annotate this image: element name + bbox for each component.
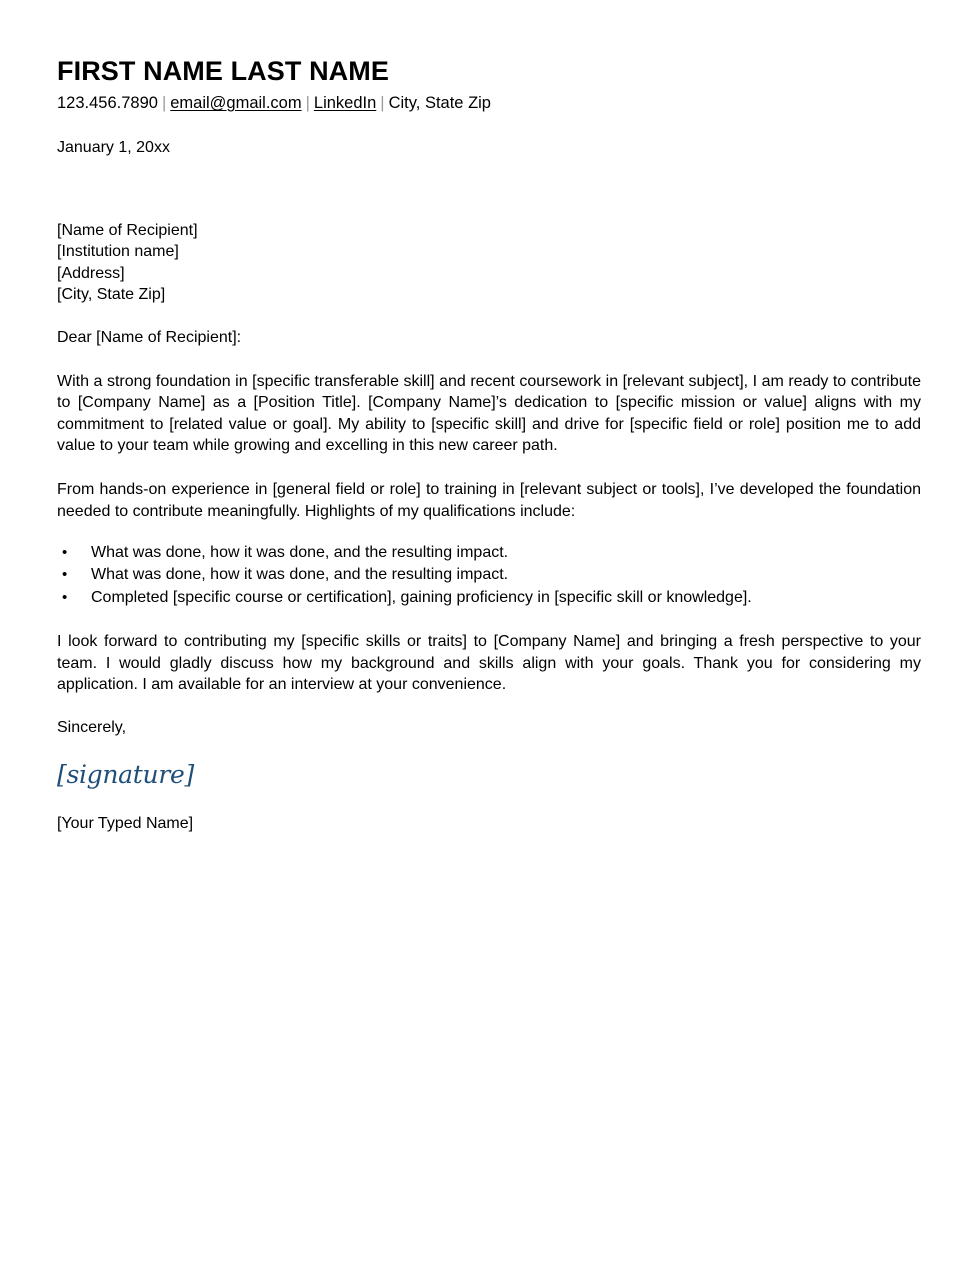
body-paragraph-2: From hands-on experience in [general field or role] to training in [relevant subject or tools], I’ve developed the foundation needed to contribute meaningfully. Highlights of my qualifications include:	[57, 481, 921, 520]
location-text: City, State Zip	[388, 94, 491, 113]
bullet-icon: •	[62, 566, 68, 584]
list-item	[62, 542, 921, 564]
bullet-icon: •	[62, 544, 68, 562]
recipient-address: [Address]	[57, 264, 125, 282]
sign-off: Sincerely,	[57, 718, 127, 736]
phone-number: 123.456.7890	[57, 94, 158, 113]
qualification-highlights-list	[57, 542, 921, 609]
linkedin-link[interactable]: LinkedIn	[313, 94, 377, 113]
letter-content	[57, 0, 921, 835]
list-item	[62, 564, 921, 586]
email-link[interactable]: email@gmail.com	[170, 94, 302, 113]
recipient-city-state-zip: [City, State Zip]	[57, 286, 166, 304]
list-item-text: What was done, how it was done, and the resulting impact.	[91, 544, 509, 562]
list-item-text: What was done, how it was done, and the resulting impact.	[91, 566, 509, 584]
body-paragraph-1: With a strong foundation in [specific transferable skill] and recent coursework in [relevant subject], I am ready to contribute to [Company Name] as a [Position Title]. [Company Name]’s dedication to [specific mission or value] aligns with my commitment to [related value or goal]. My ability to [specific skill] and drive for [specific field or role] position me to add value to your team while growing and excelling in this new career path.	[57, 372, 921, 455]
salutation: Dear [Name of Recipient]:	[57, 329, 242, 347]
letter-date: January 1, 20xx	[57, 138, 170, 156]
body-paragraph-3: I look forward to contributing my [specific skills or traits] to [Company Name] and bringing a fresh perspective to your team. I would gladly discuss how my background and skills align with your goals. Thank you for considering my application. I am available for an interview at your convenience.	[57, 633, 921, 694]
contact-info-line	[57, 93, 921, 114]
list-item	[62, 587, 921, 609]
separator-pipe: |	[380, 94, 385, 113]
typed-name: [Your Typed Name]	[57, 815, 194, 833]
separator-pipe: |	[161, 94, 167, 113]
recipient-name: [Name of Recipient]	[57, 221, 198, 239]
recipient-address-block	[57, 220, 921, 306]
recipient-institution: [Institution name]	[57, 243, 179, 261]
bullet-icon: •	[62, 588, 68, 606]
list-item-text: Completed [specific course or certification], gaining proficiency in [specific skill or knowledge].	[91, 588, 752, 606]
page-title: FIRST NAME LAST NAME	[57, 56, 389, 86]
signature-placeholder: [signature]	[57, 760, 194, 790]
separator-pipe: |	[305, 94, 310, 113]
letterhead	[57, 0, 921, 114]
